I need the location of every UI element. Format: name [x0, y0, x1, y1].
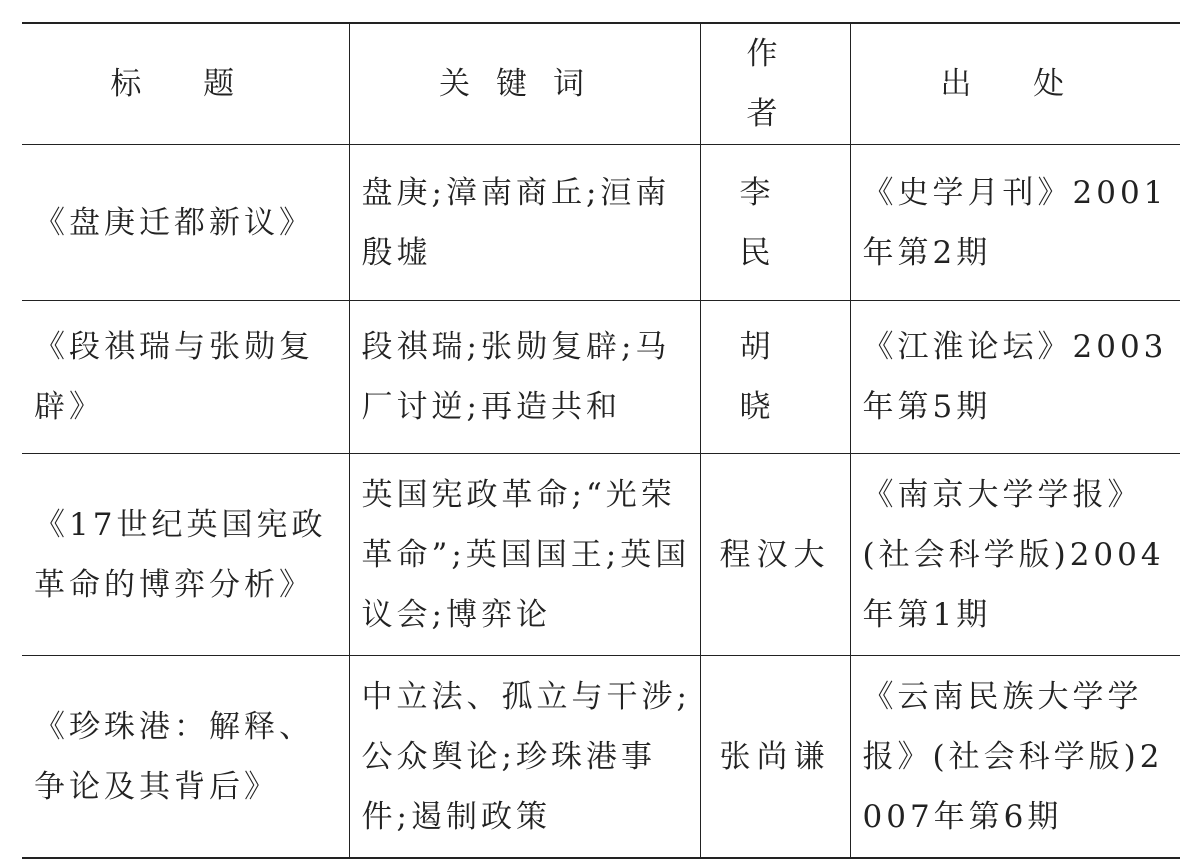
header-author: 作 者 — [700, 23, 850, 145]
cell-keywords: 段祺瑞;张勋复辟;马厂讨逆;再造共和 — [349, 301, 700, 454]
cell-author: 胡 晓 — [700, 301, 850, 454]
table-row — [22, 145, 1180, 301]
table-row — [22, 656, 1180, 859]
article-table — [22, 22, 1180, 859]
table-header-row — [22, 23, 1180, 145]
cell-title: 《珍珠港：解释、争论及其背后》 — [22, 656, 349, 859]
cell-keywords: 中立法、孤立与干涉;公众舆论;珍珠港事件;遏制政策 — [349, 656, 700, 859]
table-row — [22, 301, 1180, 454]
cell-author: 张尚谦 — [700, 656, 850, 859]
cell-keywords: 英国宪政革命;“光荣革命”;英国国王;英国议会;博弈论 — [349, 454, 700, 656]
header-keywords: 关键词 — [349, 23, 700, 145]
cell-title: 《17世纪英国宪政革命的博弈分析》 — [22, 454, 349, 656]
cell-source: 《南京大学学报》(社会科学版)2004年第1期 — [850, 454, 1180, 656]
cell-author: 程汉大 — [700, 454, 850, 656]
cell-source: 《史学月刊》2001年第2期 — [850, 145, 1180, 301]
cell-source: 《云南民族大学学报》(社会科学版)2007年第6期 — [850, 656, 1180, 859]
table-row — [22, 454, 1180, 656]
cell-title: 《段祺瑞与张勋复辟》 — [22, 301, 349, 454]
header-source: 出 处 — [850, 23, 1180, 145]
cell-author: 李 民 — [700, 145, 850, 301]
cell-keywords: 盘庚;漳南商丘;洹南殷墟 — [349, 145, 700, 301]
header-title: 标 题 — [22, 23, 349, 145]
cell-title: 《盘庚迁都新议》 — [22, 145, 349, 301]
cell-source: 《江淮论坛》2003年第5期 — [850, 301, 1180, 454]
